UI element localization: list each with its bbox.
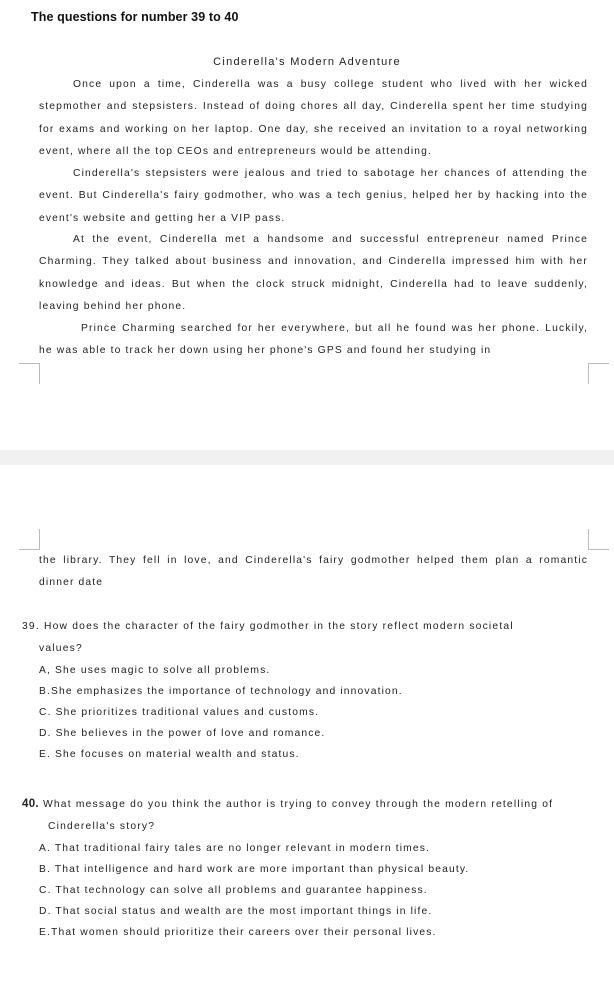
- question-text: How does the character of the fairy godmother in the story reflect modern societal: [43, 621, 514, 632]
- page-corner-mark: [19, 363, 40, 384]
- question-number: 40.: [22, 798, 39, 810]
- story-paragraph-1: Once upon a time, Cinderella was a busy college student who lived with her wicked stepmother and stepsisters. Instead of doing chores all day, Cinderella spent her time studying for exams and working on her laptop. One day, she received an invitation to a royal networking event, where all the top CEOs and entrepreneurs would be attending.: [39, 79, 588, 157]
- option-d: D. That social status and wealth are the most important things in life.: [39, 906, 433, 917]
- section-heading: The questions for number 39 to 40: [31, 10, 239, 24]
- question-40: [22, 793, 588, 838]
- option-a: A. That traditional fairy tales are no longer relevant in modern times.: [39, 843, 431, 854]
- page-corner-mark: [19, 529, 40, 550]
- document-page-top: [0, 0, 614, 450]
- option-c: C. She prioritizes traditional values and customs.: [39, 707, 320, 718]
- story-paragraph-5: the library. They fell in love, and Cinderella's fairy godmother helped them plan a romantic dinner date: [39, 555, 588, 589]
- question-text: What message do you think the author is trying to convey through the modern retelling of: [42, 799, 554, 810]
- question-40-options: [39, 838, 469, 943]
- question-39-options: [39, 660, 403, 765]
- page-break-divider: [0, 450, 614, 465]
- option-d: D. She believes in the power of love and romance.: [39, 728, 326, 739]
- option-c: C. That technology can solve all problems and guarantee happiness.: [39, 885, 428, 896]
- story-title: Cinderella's Modern Adventure: [213, 56, 401, 68]
- story-paragraph-4: Prince Charming searched for her everywhere, but all he found was her phone. Luckily, he was able to track her down using her phone's GPS and found her studying in: [39, 323, 588, 357]
- story-paragraph-2: Cinderella's stepsisters were jealous and tried to sabotage her chances of attending the event. But Cinderella's fairy godmother, who was a tech genius, helped her by hacking into the event's website and getting her a VIP pass.: [39, 168, 588, 224]
- option-e: E. She focuses on material wealth and status.: [39, 749, 300, 760]
- question-number: 39.: [22, 621, 40, 632]
- option-b: B. That intelligence and hard work are more important than physical beauty.: [39, 864, 470, 875]
- option-e: E.That women should prioritize their careers over their personal lives.: [39, 927, 437, 938]
- page-corner-mark: [588, 529, 609, 550]
- question-39: [22, 616, 588, 660]
- question-text-continued: Cinderella's story?: [48, 821, 156, 832]
- option-b: B.She emphasizes the importance of technology and innovation.: [39, 686, 403, 697]
- option-a: A, She uses magic to solve all problems.: [39, 665, 271, 676]
- question-text-continued: values?: [39, 643, 83, 654]
- page-corner-mark: [588, 363, 609, 384]
- story-paragraph-3: At the event, Cinderella met a handsome and successful entrepreneur named Prince Charming. They talked about business and innovation, and Cinderella impressed him with her knowledge and ideas. But when the clock struck midnight, Cinderella had to leave suddenly, leaving behind her phone.: [39, 234, 588, 312]
